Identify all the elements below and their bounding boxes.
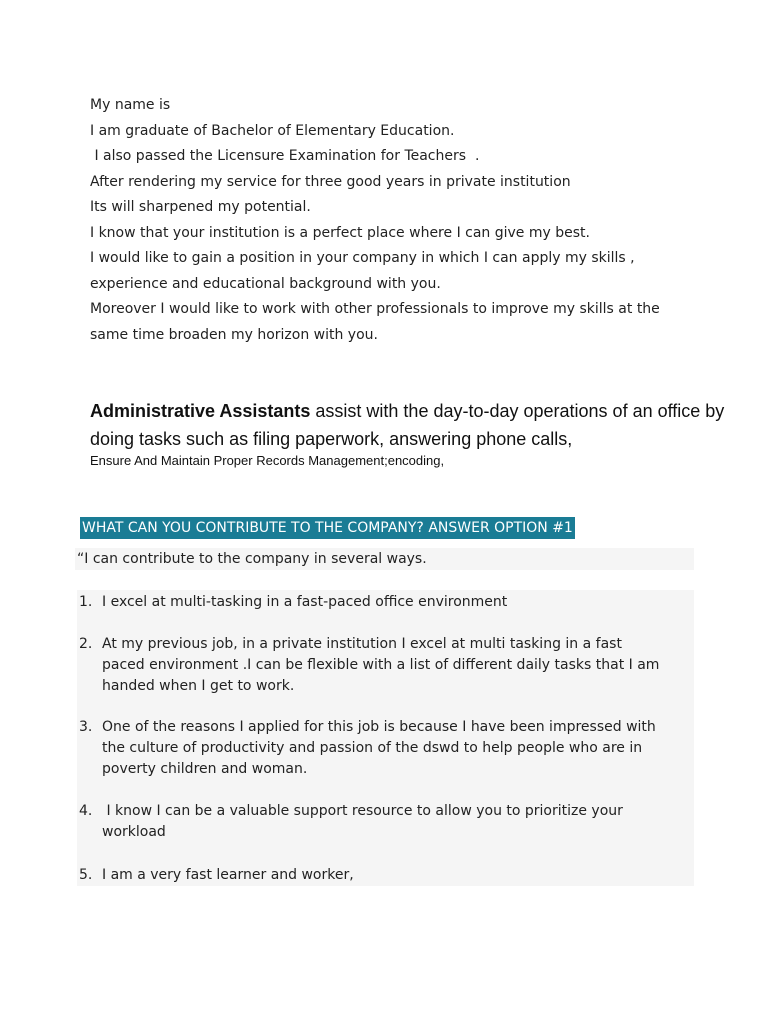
list-item: [77, 592, 667, 613]
list-item-number: 1.: [79, 594, 93, 610]
list-item-number: 3.: [79, 719, 93, 735]
list-item-text: I know I can be a valuable support resource to allow you to prioritize your workload: [102, 803, 628, 840]
list-item-text: One of the reasons I applied for this job is because I have been impressed with the culture of productivity and passion of the dswd to help people who are in poverty children and woman.: [102, 719, 656, 777]
admin-description: assist with the day-to-day operations of an office by doing tasks such as filing paperwork, answering phone calls,: [90, 401, 725, 449]
list-item-text: At my previous job, in a private institution I excel at multi tasking in a fast paced environment .I can be flexible with a list of different daily tasks that I am handed when I get to work.: [102, 636, 660, 694]
intro-line: same time broaden my horizon with you.: [90, 326, 378, 343]
list-item: [77, 717, 667, 780]
admin-description-text: [90, 397, 730, 453]
intro-line: Moreover I would like to work with other professionals to improve my skills at the: [90, 301, 660, 317]
admin-bold-term: Administrative Assistants: [90, 401, 311, 421]
list-item: [77, 634, 667, 697]
section-heading: WHAT CAN YOU CONTRIBUTE TO THE COMPANY? ANSWER OPTION #1: [80, 517, 575, 539]
list-item-text: I am a very fast learner and worker,: [102, 867, 354, 883]
intro-line: I also passed the Licensure Examination for Teachers .: [90, 148, 480, 164]
list-item-text: I excel at multi-tasking in a fast-paced office environment: [102, 594, 508, 610]
intro-line: Its will sharpened my potential.: [90, 199, 311, 215]
intro-line: I know that your institution is a perfect place where I can give my best.: [90, 224, 590, 241]
intro-line: After rendering my service for three good years in private institution: [90, 173, 571, 190]
intro-line: My name is: [90, 97, 171, 113]
admin-assistant-description: [90, 397, 730, 469]
section-lead: “I can contribute to the company in several ways.: [75, 548, 694, 570]
intro-line: experience and educational background with you.: [90, 275, 441, 292]
intro-line: I would like to gain a position in your company in which I can apply my skills ,: [90, 250, 635, 266]
list-item-number: 5.: [79, 867, 93, 883]
list-item: [77, 865, 667, 886]
intro-paragraph: [90, 93, 710, 348]
answer-list: [77, 590, 694, 886]
list-item: [77, 801, 667, 843]
admin-small-line: Ensure And Maintain Proper Records Management;encoding,: [90, 453, 445, 468]
list-item-number: 4.: [79, 803, 93, 819]
intro-line: I am graduate of Bachelor of Elementary Education.: [90, 122, 455, 139]
list-item-number: 2.: [79, 636, 93, 652]
